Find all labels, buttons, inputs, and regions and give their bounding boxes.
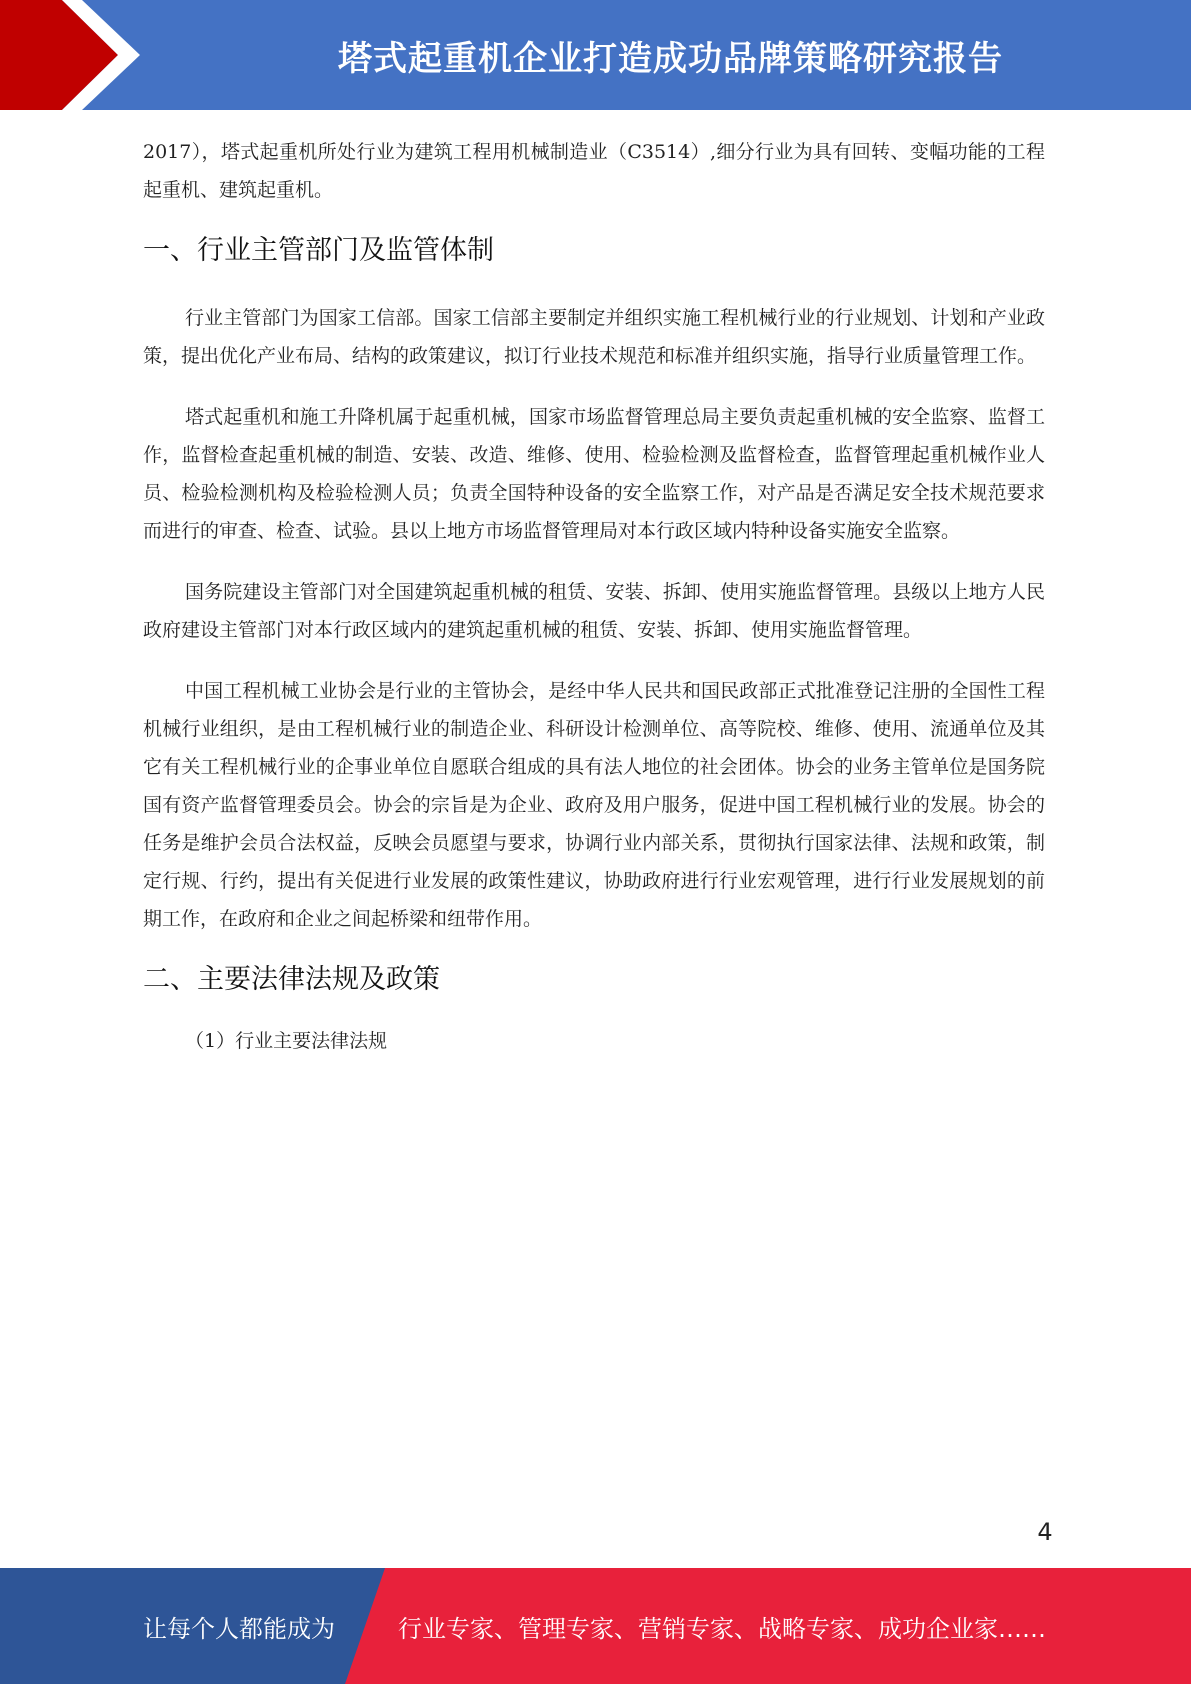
intro-paragraph: 2017），塔式起重机所处行业为建筑工程用机械制造业（C3514）,细分行业为具有回转、变幅功能的工程起重机、建筑起重机。 [143,141,1045,201]
subsection-label: （1）行业主要法律法规 [185,1030,388,1052]
footer-slogan-left: 让每个人都能成为 [143,1614,335,1643]
section-heading-2: 二、主要法律法规及政策 [143,964,440,995]
report-title: 塔式起重机企业打造成功品牌策略研究报告 [338,38,1003,79]
section1-paragraph-2: 塔式起重机和施工升降机属于起重机械，国家市场监督管理总局主要负责起重机械的安全监察、监督工作，监督检查起重机械的制造、安装、改造、维修、使用、检验检测及监督检查，监督管理起重机械作业人员、检验检测机构及检验检测人员；负责全国特种设备的安全监察工作，对产品是否满足安全技术规范要求而进行的审查、检查、试验。县以上地方市场监督管理局对本行政区域内特种设备实施安全监察。 [143,406,1045,542]
page-number: 4 [1037,1518,1053,1546]
page-content [143,133,1045,1060]
section1-paragraph-3: 国务院建设主管部门对全国建筑起重机械的租赁、安装、拆卸、使用实施监督管理。县级以上地方人民政府建设主管部门对本行政区域内的建筑起重机械的租赁、安装、拆卸、使用实施监督管理。 [143,581,1045,641]
section-heading-1: 一、行业主管部门及监管体制 [143,235,494,266]
section1-paragraph-4: 中国工程机械工业协会是行业的主管协会，是经中华人民共和国民政部正式批准登记注册的全国性工程机械行业组织，是由工程机械行业的制造企业、科研设计检测单位、高等院校、维修、使用、流通单位及其它有关工程机械行业的企事业单位自愿联合组成的具有法人地位的社会团体。协会的业务主管单位是国务院国有资产监督管理委员会。协会的宗旨是为企业、政府及用户服务，促进中国工程机械行业的发展。协会的任务是维护会员合法权益，反映会员愿望与要求，协调行业内部关系，贯彻执行国家法律、法规和政策，制定行规、行约，提出有关促进行业发展的政策性建议，协助政府进行行业宏观管理，进行行业发展规划的前期工作，在政府和企业之间起桥梁和纽带作用。 [143,680,1045,930]
header-chevron-decoration [0,0,160,110]
header-banner [0,0,1191,110]
section1-paragraph-1: 行业主管部门为国家工信部。国家工信部主要制定并组织实施工程机械行业的行业规划、计划和产业政策，提出优化产业布局、结构的政策建议，拟订行业技术规范和标准并组织实施，指导行业质量管理工作。 [143,307,1045,367]
footer-banner [0,1568,1191,1684]
footer-slogan-right: 行业专家、管理专家、营销专家、战略专家、成功企业家…… [398,1614,1046,1643]
